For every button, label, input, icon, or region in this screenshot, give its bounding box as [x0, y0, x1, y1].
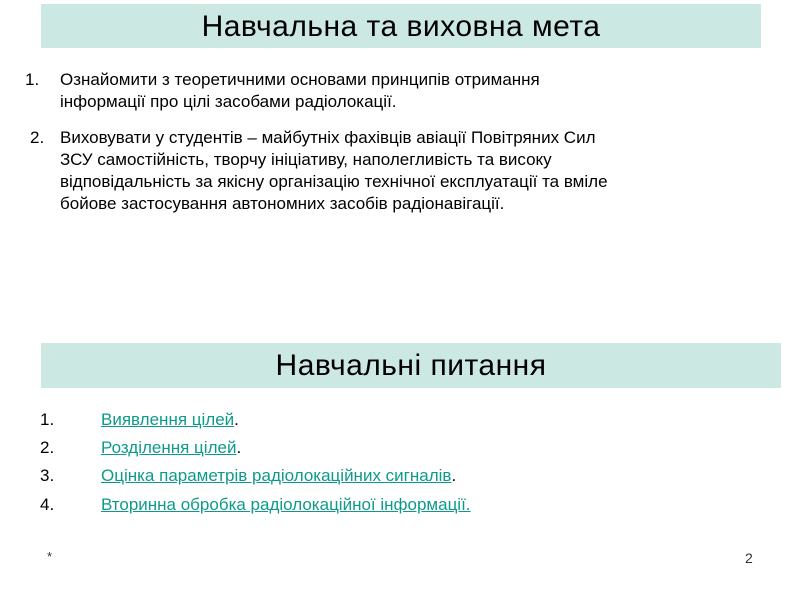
goal-text: [60, 69, 760, 113]
question-number: 3.: [40, 466, 55, 485]
goal-text: [60, 127, 800, 215]
questions-title: Навчальні питання: [275, 349, 547, 382]
goals-title-banner: [41, 4, 761, 48]
goal-line: Виховувати у студентів – майбутніх фахівців авіації Повітряних Сил: [60, 128, 596, 147]
goal-number: 1.: [25, 70, 40, 89]
question-text: [101, 465, 456, 487]
questions-title-banner: [41, 343, 781, 388]
goal-number: 2.: [30, 128, 45, 147]
goal-line: відповідальність за якісну організацію технічної експлуатації та вміле: [60, 172, 608, 191]
page-number: 2: [745, 550, 753, 566]
question-text: [101, 437, 241, 459]
question-suffix: .: [236, 438, 242, 457]
question-text: [101, 409, 239, 431]
question-link-signal-parameters[interactable]: Оцінка параметрів радіолокаційних сигналів: [101, 466, 452, 485]
question-link-secondary-processing[interactable]: Вторинна обробка радіолокаційної інформації.: [101, 495, 471, 514]
question-link-target-detection[interactable]: Виявлення цілей: [101, 410, 235, 429]
goal-line: бойове застосування автономних засобів радіонавігації.: [60, 194, 505, 213]
question-suffix: .: [234, 410, 239, 429]
question-number: 1.: [40, 410, 55, 429]
question-link-target-resolution[interactable]: Розділення цілей: [101, 438, 237, 457]
question-number: 4.: [40, 495, 55, 514]
goal-line: Ознайомити з теоретичними основами принципів отримання: [60, 70, 540, 89]
goals-title: Навчальна та виховна мета: [201, 10, 601, 43]
goal-line: ЗСУ самостійність, творчу ініціативу, наполегливість та високу: [60, 150, 552, 169]
footer-mark: *: [47, 549, 53, 564]
goal-line: інформації про цілі засобами радіолокації.: [60, 92, 397, 111]
question-number: 2.: [40, 438, 55, 457]
question-text: [101, 494, 471, 516]
question-suffix: .: [451, 466, 457, 485]
